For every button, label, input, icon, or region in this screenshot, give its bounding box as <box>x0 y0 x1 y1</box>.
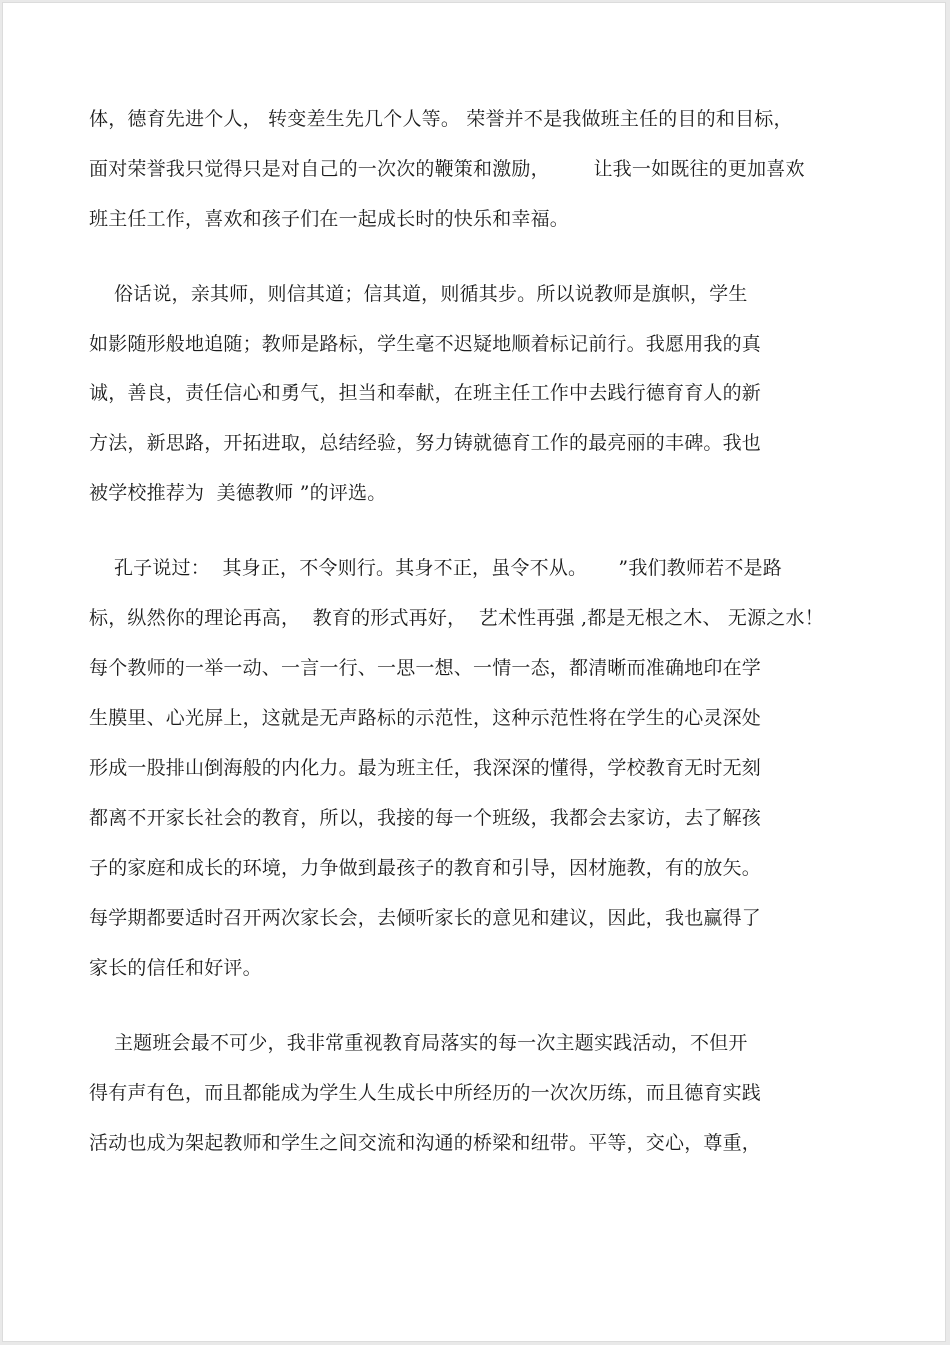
text-line: 孔子说过： 其身正，不令则行。其身不正，虽令不从。 ”我们教师若不是路 <box>89 557 782 579</box>
text-line: 方法，新思路，开拓进取，总结经验，努力铸就德育工作的最亮丽的丰碑。我也 <box>89 432 762 454</box>
text-line: 被学校推荐为 美德教师 ”的评选。 <box>89 482 387 504</box>
document-page <box>2 2 946 1342</box>
text-line: 主题班会最不可少，我非常重视教育局落实的每一次主题实践活动，不但开 <box>89 1032 748 1054</box>
text-line: 形成一股排山倒海般的内化力。最为班主任，我深深的懂得，学校教育无时无刻 <box>89 757 762 779</box>
text-line: 得有声有色，而且都能成为学生人生成长中所经历的一次次历练，而且德育实践 <box>89 1082 762 1104</box>
text-line: 活动也成为架起教师和学生之间交流和沟通的桥梁和纽带。平等，交心，尊重， <box>89 1132 762 1154</box>
text-line: 体，德育先进个人， 转变差生先几个人等。 荣誉并不是我做班主任的目的和目标， <box>89 108 793 130</box>
text-line: 子的家庭和成长的环境，力争做到最孩子的教育和引导，因材施教，有的放矢。 <box>89 857 762 879</box>
text-line: 俗话说，亲其师，则信其道；信其道，则循其步。所以说教师是旗帜，学生 <box>89 283 748 305</box>
text-line: 诚，善良，责任信心和勇气，担当和奉献，在班主任工作中去践行德育育人的新 <box>89 382 762 404</box>
text-line: 都离不开家长社会的教育，所以，我接的每一个班级，我都会去家访，去了解孩 <box>89 807 762 829</box>
text-line: 每学期都要适时召开两次家长会，去倾听家长的意见和建议，因此，我也赢得了 <box>89 907 762 929</box>
text-line: 家长的信任和好评。 <box>89 957 262 979</box>
text-line: 标，纵然你的理论再高， 教育的形式再好， 艺术性再强 ,都是无根之木、 无源之水！ <box>89 607 824 629</box>
text-line: 如影随形般地追随；教师是路标，学生毫不迟疑地顺着标记前行。我愿用我的真 <box>89 333 762 355</box>
text-line: 每个教师的一举一动、一言一行、一思一想、一情一态，都清晰而准确地印在学 <box>89 657 762 679</box>
text-line: 面对荣誉我只觉得只是对自己的一次次的鞭策和激励， 让我一如既往的更加喜欢 <box>89 158 805 180</box>
text-line: 班主任工作，喜欢和孩子们在一起成长时的快乐和幸福。 <box>89 208 570 230</box>
text-line: 生膜里、心光屏上，这就是无声路标的示范性，这种示范性将在学生的心灵深处 <box>89 707 762 729</box>
